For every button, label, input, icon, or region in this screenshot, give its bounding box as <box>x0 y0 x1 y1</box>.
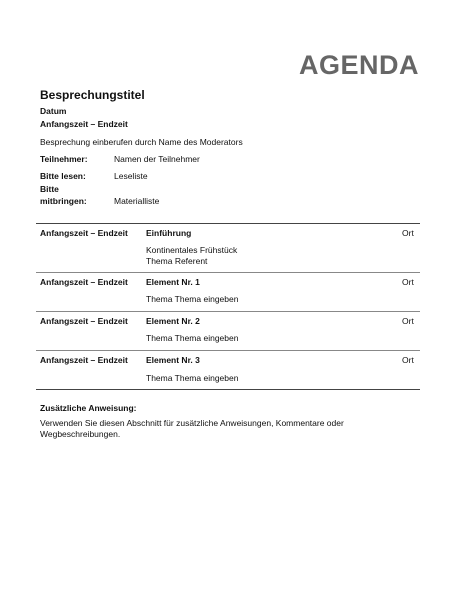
divider <box>36 311 420 312</box>
item-title: Element Nr. 1 <box>146 277 200 287</box>
additional-text-line2: Wegbeschreibungen. <box>40 429 121 439</box>
divider <box>36 223 420 224</box>
item-title: Element Nr. 3 <box>146 355 200 365</box>
item-title: Element Nr. 2 <box>146 316 200 326</box>
item-line: Thema Thema eingeben <box>146 333 239 343</box>
item-time: Anfangszeit – Endzeit <box>40 316 128 326</box>
item-line: Thema Thema eingeben <box>146 294 239 304</box>
meeting-date: Datum <box>40 106 67 116</box>
item-location: Ort <box>402 277 414 287</box>
item-line: Thema Referent <box>146 256 208 266</box>
additional-heading: Zusätzliche Anweisung: <box>40 403 137 413</box>
item-time: Anfangszeit – Endzeit <box>40 228 128 238</box>
divider <box>36 350 420 351</box>
divider <box>36 389 420 390</box>
additional-text-line1: Verwenden Sie diesen Abschnitt für zusätzliche Anweisungen, Kommentare oder <box>40 418 344 428</box>
participants-value: Namen der Teilnehmer <box>114 154 200 164</box>
item-location: Ort <box>402 316 414 326</box>
bring-label-line1: Bitte <box>40 184 59 194</box>
item-location: Ort <box>402 355 414 365</box>
bring-value: Materialliste <box>114 196 160 206</box>
meeting-time-range: Anfangszeit – Endzeit <box>40 119 128 129</box>
convened-by: Besprechung einberufen durch Name des Moderators <box>40 137 243 147</box>
reading-label: Bitte lesen: <box>40 171 86 181</box>
item-time: Anfangszeit – Endzeit <box>40 277 128 287</box>
divider <box>36 272 420 273</box>
item-title: Einführung <box>146 228 192 238</box>
item-time: Anfangszeit – Endzeit <box>40 355 128 365</box>
item-line: Thema Thema eingeben <box>146 373 239 383</box>
item-location: Ort <box>402 228 414 238</box>
participants-label: Teilnehmer: <box>40 154 88 164</box>
bring-label-line2: mitbringen: <box>40 196 87 206</box>
meeting-title: Besprechungstitel <box>40 88 145 102</box>
agenda-title: AGENDA <box>298 50 419 80</box>
reading-value: Leseliste <box>114 171 148 181</box>
item-line: Kontinentales Frühstück <box>146 245 238 255</box>
